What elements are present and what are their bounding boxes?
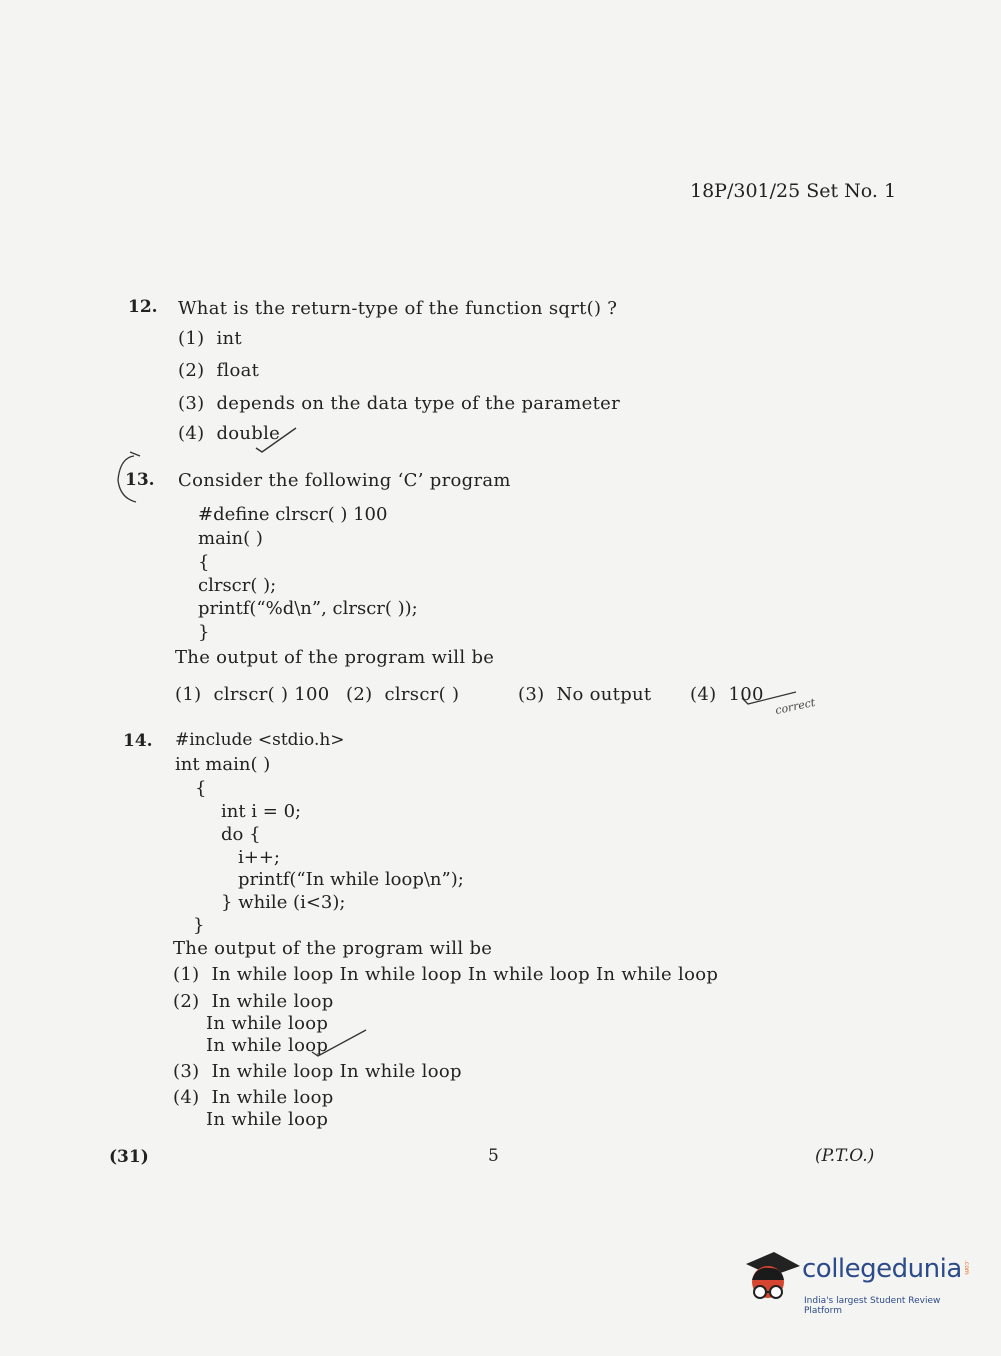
page-number: 5: [488, 1146, 499, 1166]
code-line: } while (i<3);: [221, 892, 346, 913]
page-code: (31): [109, 1147, 149, 1167]
option: (3) In while loop In while loop: [173, 1061, 462, 1082]
code-line: printf(“%d\n”, clrscr( ));: [198, 598, 418, 619]
question-number: 12.: [128, 297, 158, 317]
question-text: Consider the following ‘C’ program: [178, 470, 511, 491]
mascot-icon: [740, 1250, 802, 1312]
option-continued: In while loop: [206, 1035, 329, 1056]
code-line: clrscr( );: [198, 575, 277, 596]
paper-code: 18P/301/25 Set No. 1: [690, 180, 897, 202]
option: (2) clrscr( ): [346, 684, 460, 705]
logo-tagline: India's largest Student Review Platform: [804, 1296, 941, 1316]
question-number: 14.: [123, 731, 153, 751]
option: (1) clrscr( ) 100: [175, 684, 330, 705]
code-line: int main( ): [175, 754, 271, 775]
option: (2) In while loop: [173, 991, 334, 1012]
question-prompt: The output of the program will be: [175, 647, 495, 668]
option: (1) int: [178, 328, 242, 349]
code-line: printf(“In while loop\n”);: [238, 869, 464, 890]
option: (4) In while loop: [173, 1087, 334, 1108]
option-continued: In while loop: [206, 1013, 329, 1034]
question-text: What is the return-type of the function sqrt() ?: [178, 298, 618, 319]
collegedunia-logo: [740, 1250, 970, 1320]
code-line: #include <stdio.h>: [175, 730, 345, 750]
code-line: }: [193, 915, 205, 936]
code-line: }: [198, 622, 210, 643]
logo-wordmark: collegedunia: [802, 1254, 962, 1284]
question-number: 13.: [125, 470, 155, 490]
code-line: main( ): [198, 528, 263, 549]
option: (4) double: [178, 423, 281, 444]
checkmark-icon: [254, 424, 299, 454]
code-line: #define clrscr( ) 100: [198, 504, 388, 525]
pto-label: (P.T.O.): [815, 1146, 875, 1166]
question-prompt: The output of the program will be: [173, 938, 493, 959]
handwritten-note: correct: [774, 695, 817, 718]
option: (3) depends on the data type of the parameter: [178, 393, 620, 414]
code-line: {: [195, 778, 207, 799]
checkmark-icon: [310, 1028, 370, 1058]
option: (1) In while loop In while loop In while loop In while loop: [173, 964, 719, 985]
option: (2) float: [178, 360, 260, 381]
option: (4) 100: [690, 684, 764, 705]
option-continued: In while loop: [206, 1109, 329, 1130]
code-line: i++;: [238, 847, 280, 868]
option: (3) No output: [518, 684, 652, 705]
logo-domain: .com: [963, 1260, 970, 1275]
code-line: {: [198, 552, 210, 573]
code-line: int i = 0;: [221, 801, 302, 822]
code-line: do {: [221, 824, 261, 845]
